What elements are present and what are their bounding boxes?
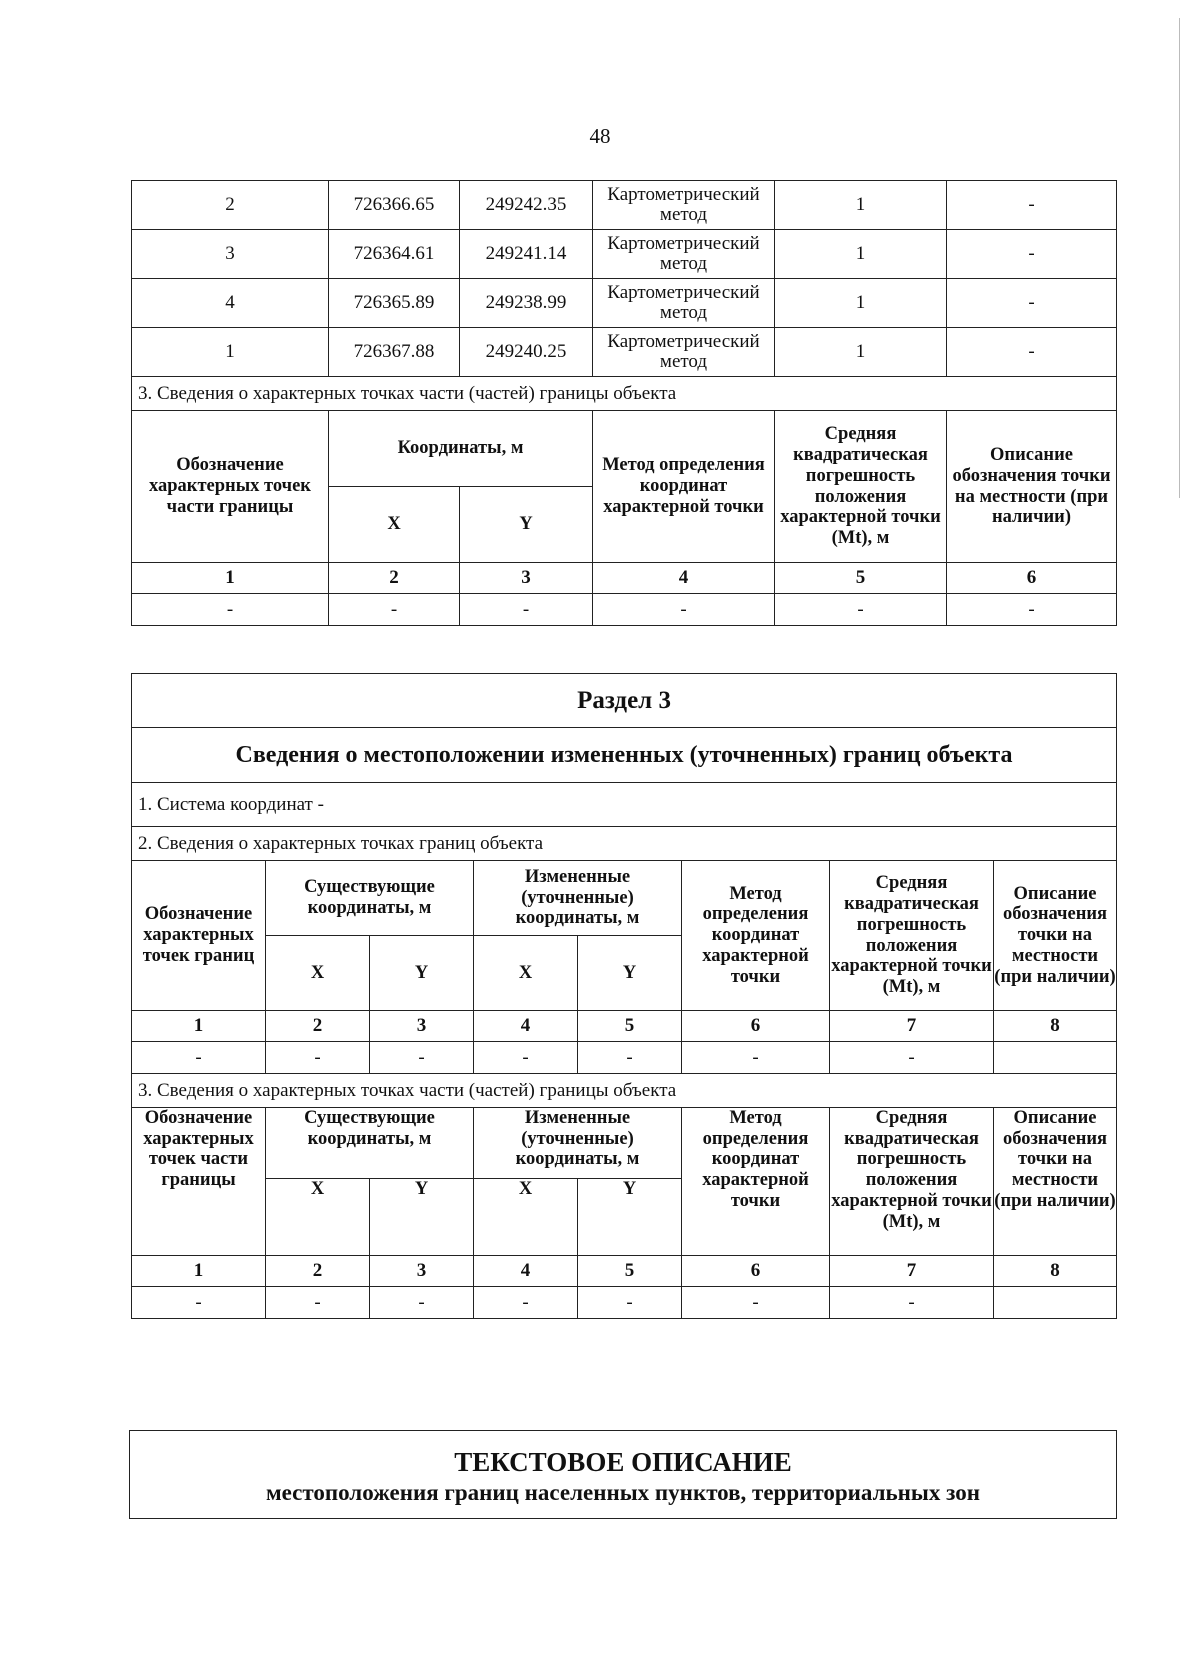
point-number: 2	[132, 181, 329, 230]
coord-x: 726367.88	[329, 328, 460, 377]
column-number: 1	[132, 1256, 266, 1287]
column-number: 2	[266, 1256, 370, 1287]
page-number: 48	[589, 124, 611, 148]
point-number: 3	[132, 230, 329, 279]
empty-cell: -	[775, 594, 947, 626]
header-description: Описание обозначения точки на местности (при наличии)	[947, 411, 1117, 563]
table-row	[132, 181, 1117, 230]
column-number: 3	[460, 563, 593, 594]
header-method: Метод определения координат характерной точки	[593, 411, 775, 563]
column-number: 1	[132, 563, 329, 594]
section-title: Раздел 3	[132, 674, 1117, 728]
header-x: X	[474, 1179, 578, 1256]
table-row	[132, 328, 1117, 377]
header-method: Метод определения координат характерной точки	[682, 1108, 830, 1256]
header-method: Метод определения координат характерной точки	[682, 861, 830, 1011]
header-x: X	[266, 1179, 370, 1256]
point-number: 4	[132, 279, 329, 328]
header-description: Описание обозначения точки на местности (при наличии)	[994, 1108, 1117, 1256]
table-row	[132, 279, 1117, 328]
header-description: Описание обозначения точки на местности (при наличии)	[994, 861, 1117, 1011]
column-number: 8	[994, 1256, 1117, 1287]
column-number: 5	[578, 1011, 682, 1042]
section-heading: 3. Сведения о характерных точках части (частей) границы объекта	[132, 377, 1117, 411]
coord-y: 249240.25	[460, 328, 593, 377]
column-number: 7	[830, 1011, 994, 1042]
column-number: 6	[947, 563, 1117, 594]
header-existing: Существующие координаты, м	[266, 861, 474, 936]
coord-y: 249238.99	[460, 279, 593, 328]
header-y: Y	[460, 487, 593, 563]
empty-cell: -	[132, 594, 329, 626]
column-number: 3	[370, 1011, 474, 1042]
empty-cell	[994, 1042, 1117, 1074]
empty-cell: -	[947, 594, 1117, 626]
header-x: X	[474, 936, 578, 1011]
point-number: 1	[132, 328, 329, 377]
empty-cell: -	[132, 1287, 266, 1319]
header-x: X	[329, 487, 460, 563]
column-number: 6	[682, 1011, 830, 1042]
column-number: 6	[682, 1256, 830, 1287]
empty-cell: -	[578, 1287, 682, 1319]
column-number: 3	[370, 1256, 474, 1287]
text-description-title: ТЕКСТОВОЕ ОПИСАНИЕ	[454, 1447, 792, 1477]
method: Картометрический метод	[593, 328, 775, 377]
description: -	[947, 279, 1117, 328]
coord-y: 249241.14	[460, 230, 593, 279]
empty-cell: -	[474, 1042, 578, 1074]
mt: 1	[775, 181, 947, 230]
description: -	[947, 328, 1117, 377]
text-description-subtitle: местоположения границ населенных пунктов, территориальных зон	[266, 1480, 980, 1505]
method: Картометрический метод	[593, 230, 775, 279]
column-number: 8	[994, 1011, 1117, 1042]
empty-cell: -	[266, 1042, 370, 1074]
mt: 1	[775, 279, 947, 328]
section-subtitle: Сведения о местоположении измененных (уточненных) границ объекта	[132, 728, 1117, 783]
column-number: 2	[266, 1011, 370, 1042]
empty-cell: -	[370, 1287, 474, 1319]
empty-cell: -	[266, 1287, 370, 1319]
column-number: 5	[775, 563, 947, 594]
header-designation: Обозначение характерных точек части границы	[132, 411, 329, 563]
column-number: 5	[578, 1256, 682, 1287]
empty-cell: -	[830, 1042, 994, 1074]
header-y: Y	[578, 936, 682, 1011]
empty-cell: -	[593, 594, 775, 626]
header-y: Y	[578, 1179, 682, 1256]
empty-cell: -	[132, 1042, 266, 1074]
header-mt: Средняя квадратическая погрешность положения характерной точки (Mt), м	[775, 411, 947, 563]
table-row	[132, 230, 1117, 279]
header-mt: Средняя квадратическая погрешность положения характерной точки (Mt), м	[830, 861, 994, 1011]
empty-cell: -	[682, 1287, 830, 1319]
coord-x: 726364.61	[329, 230, 460, 279]
column-number: 4	[474, 1256, 578, 1287]
description: -	[947, 181, 1117, 230]
empty-cell: -	[682, 1042, 830, 1074]
header-mt: Средняя квадратическая погрешность положения характерной точки (Mt), м	[830, 1108, 994, 1256]
scan-edge-line	[1179, 18, 1180, 498]
header-changed: Измененные (уточненные) координаты, м	[474, 861, 682, 936]
header-y: Y	[370, 1179, 474, 1256]
coordinate-system: 1. Система координат -	[132, 783, 1117, 827]
empty-cell: -	[830, 1287, 994, 1319]
empty-cell: -	[474, 1287, 578, 1319]
header-existing: Существующие координаты, м	[266, 1108, 474, 1179]
header-x: X	[266, 936, 370, 1011]
header-designation: Обозначение характерных точек границ	[132, 861, 266, 1011]
empty-cell: -	[460, 594, 593, 626]
mt: 1	[775, 328, 947, 377]
column-number: 1	[132, 1011, 266, 1042]
empty-cell: -	[329, 594, 460, 626]
column-number: 4	[593, 563, 775, 594]
header-designation: Обозначение характерных точек части границы	[132, 1108, 266, 1256]
header-changed: Измененные (уточненные) координаты, м	[474, 1108, 682, 1179]
coord-x: 726365.89	[329, 279, 460, 328]
boundary-points-table	[131, 180, 1117, 626]
header-y: Y	[370, 936, 474, 1011]
empty-cell: -	[370, 1042, 474, 1074]
method: Картометрический метод	[593, 181, 775, 230]
column-number: 7	[830, 1256, 994, 1287]
section3-table	[131, 673, 1117, 1319]
mt: 1	[775, 230, 947, 279]
column-number: 4	[474, 1011, 578, 1042]
coord-y: 249242.35	[460, 181, 593, 230]
empty-cell	[994, 1287, 1117, 1319]
empty-cell: -	[578, 1042, 682, 1074]
column-number: 2	[329, 563, 460, 594]
header-coords: Координаты, м	[329, 411, 593, 487]
description: -	[947, 230, 1117, 279]
coord-x: 726366.65	[329, 181, 460, 230]
text-description-box	[129, 1430, 1117, 1519]
section-heading: 2. Сведения о характерных точках границ объекта	[132, 827, 1117, 861]
method: Картометрический метод	[593, 279, 775, 328]
section-heading: 3. Сведения о характерных точках части (частей) границы объекта	[132, 1074, 1117, 1108]
